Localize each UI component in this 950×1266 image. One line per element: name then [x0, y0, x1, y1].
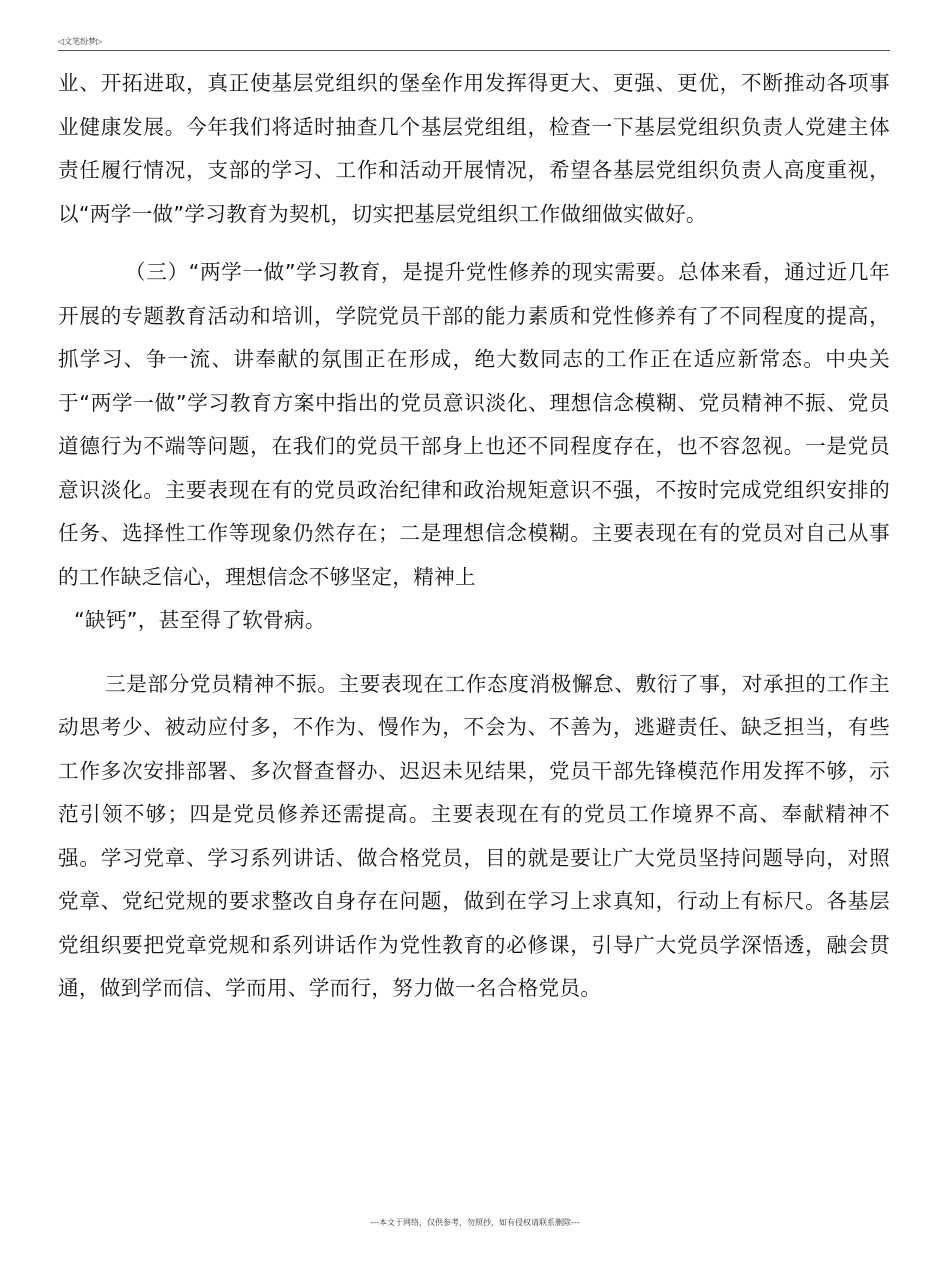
- paragraph-fragment: “缺钙”，甚至得了软骨病。: [74, 608, 326, 632]
- header-mark: ◁文笔纷梦▷: [58, 37, 103, 46]
- page-footer-disclaimer: ---本文于网络，仅供参考，勿照抄，如有侵权请联系删除---: [370, 1218, 580, 1227]
- paragraph-continued: 业、开拓进取，真正使基层党组织的堡垒作用发挥得更大、更强、更优，不断推动各项事业健康发展。今年我们将适时抽查几个基层党组组，检查一下基层党组织负责人党建主体责任履行情况，支部的学习、工作和活动开展情况，希望各基层党组织负责人高度重视，以“两学一做”学习教育为契机，切实把基层党组织工作做细做实做好。: [58, 71, 890, 226]
- document-body: [58, 62, 890, 1011]
- page-header: [58, 36, 890, 51]
- paragraph-section-three: （三）“两学一做”学习教育，是提升党性修养的现实需要。总体来看，通过近几年开展的专题教育活动和培训，学院党员干部的能力素质和党性修养有了不同程度的提高，抓学习、争一流、讲奉献的氛围正在形成，绝大数同志的工作正在适应新常态。中央关于“两学一做”学习教育方案中指出的党员意识淡化、理想信念模糊、党员精神不振、党员道德行为不端等问题，在我们的党员干部身上也还不同程度存在，也不容忽视。一是党员意识淡化。主要表现在有的党员政治纪律和政治规矩意识不强，不按时完成党组织安排的任务、选择性工作等现象仍然存在；二是理想信念模糊。主要表现在有的党员对自己从事的工作缺乏信心，理想信念不够坚定，精神上: [58, 260, 890, 589]
- paragraph-point-three: 三是部分党员精神不振。主要表现在工作态度消极懈怠、敷衍了事，对承担的工作主动思考少、被动应付多，不作为、慢作为，不会为、不善为，逃避责任、缺乏担当，有些工作多次安排部署、多次督查督办、迟迟未见结果，党员干部先锋模范作用发挥不够，示范引领不够；四是党员修养还需提高。主要表现在有的党员工作境界不高、奉献精神不强。学习党章、学习系列讲话、做合格党员，目的就是要让广大党员坚持问题导向，对照党章、党纪党规的要求整改自身存在问题，做到在学习上求真知，行动上有标尺。各基层党组织要把党章党规和系列讲话作为党性教育的必修课，引导广大党员学深悟透，融会贯通，做到学而信、学而用、学而行，努力做一名合格党员。: [58, 671, 890, 1000]
